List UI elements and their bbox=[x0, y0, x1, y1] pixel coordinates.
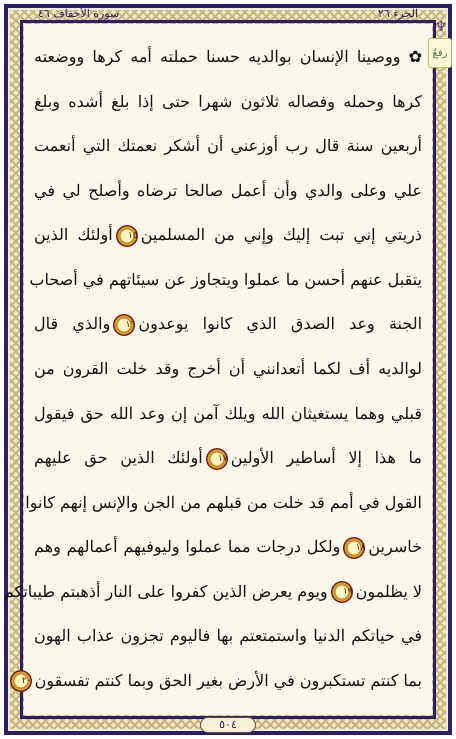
quran-text-block bbox=[3, 30, 426, 710]
ayah-number-marker: ١٧ bbox=[206, 448, 228, 470]
page-header bbox=[24, 4, 432, 22]
verse-text: قبلي وهما يستغيثان الله ويلك آمن إن وعد الله حق فيقول bbox=[34, 403, 422, 423]
text-line bbox=[34, 174, 422, 214]
verse-text: أولئك الذين bbox=[34, 225, 113, 245]
verse-text: يتقبل عنهم أحسن ما عملوا ويتجاوز عن سيئاتهم في أصحاب bbox=[29, 269, 422, 289]
verse-text: كرها وحمله وفصاله ثلاثون شهرا حتى إذا بلغ أشده وبلغ bbox=[34, 91, 422, 111]
verse-text: الجنة وعد الصدق الذي كانوا يوعدون bbox=[138, 314, 423, 334]
side-marker-label: رفعٌ bbox=[432, 47, 448, 59]
verse-text: ذريتي إني تبت إليك وإني من المسلمين bbox=[140, 225, 423, 245]
verse-text: القول في أمم قد خلت من قبلهم من الجن والإنس إنهم كانوا bbox=[25, 492, 422, 512]
text-line bbox=[34, 85, 422, 125]
ayah-number-marker: ١٦ bbox=[113, 314, 135, 336]
text-line bbox=[3, 575, 422, 615]
text-line bbox=[34, 397, 422, 437]
verse-text: لوالديه أف لكما أتعدانني أن أخرج وقد خلت القرون من bbox=[34, 358, 422, 378]
text-line bbox=[34, 530, 422, 570]
verse-text: ولكل درجات مما عملوا وليوفيهم أعمالهم وهم bbox=[34, 537, 341, 557]
verse-text: لا يظلمون bbox=[355, 581, 422, 601]
verse-text: بما كنتم تستكبرون في الأرض بغير الحق وبما كنتم تفسقون bbox=[34, 670, 422, 690]
lamp-icon: ♆ bbox=[434, 19, 448, 35]
surah-label: سورة الأحقاف ٤٦ bbox=[38, 6, 120, 20]
text-line bbox=[34, 307, 422, 347]
side-marker bbox=[428, 38, 452, 68]
verse-text: خاسرين bbox=[368, 537, 422, 557]
text-line bbox=[34, 129, 422, 169]
ayah-number-marker: ١٨ bbox=[343, 537, 365, 559]
text-line bbox=[34, 619, 422, 659]
verse-text: والذي قال bbox=[34, 314, 111, 334]
juz-label: الجزء ٢٦ bbox=[377, 6, 418, 20]
page-number: ٥٠٤ bbox=[200, 717, 256, 733]
text-line bbox=[21, 664, 422, 704]
ayah-number-marker: ٢٠ bbox=[10, 670, 32, 692]
verse-text: في حياتكم الدنيا واستمتعتم بها فاليوم تجزون عذاب الهون bbox=[34, 626, 422, 646]
verse-text: علي وعلى والدي وأن أعمل صالحا ترضاه وأصلح لي في bbox=[34, 180, 422, 200]
verse-text: أربعين سنة قال رب أوزعني أن أشكر نعمتك التي أنعمت bbox=[34, 136, 422, 156]
page-footer bbox=[0, 715, 456, 735]
text-line bbox=[34, 40, 422, 80]
text-line bbox=[29, 263, 422, 303]
text-line bbox=[34, 352, 422, 392]
verse-text: ما هذا إلا أساطير الأولين bbox=[230, 448, 422, 468]
verse-text: أولئك الذين حق عليهم bbox=[34, 448, 203, 468]
text-line bbox=[34, 441, 422, 481]
ayah-number-marker: ١٩ bbox=[331, 581, 353, 603]
text-line bbox=[34, 218, 422, 258]
verse-text: ✿ ووصينا الإنسان بوالديه حسنا حملته أمه كرها ووضعته bbox=[34, 47, 422, 66]
text-line bbox=[25, 486, 422, 526]
verse-text: ويوم يعرض الذين كفروا على النار أذهبتم طيباتكم bbox=[3, 581, 328, 601]
ayah-number-marker: ١٥ bbox=[116, 225, 138, 247]
